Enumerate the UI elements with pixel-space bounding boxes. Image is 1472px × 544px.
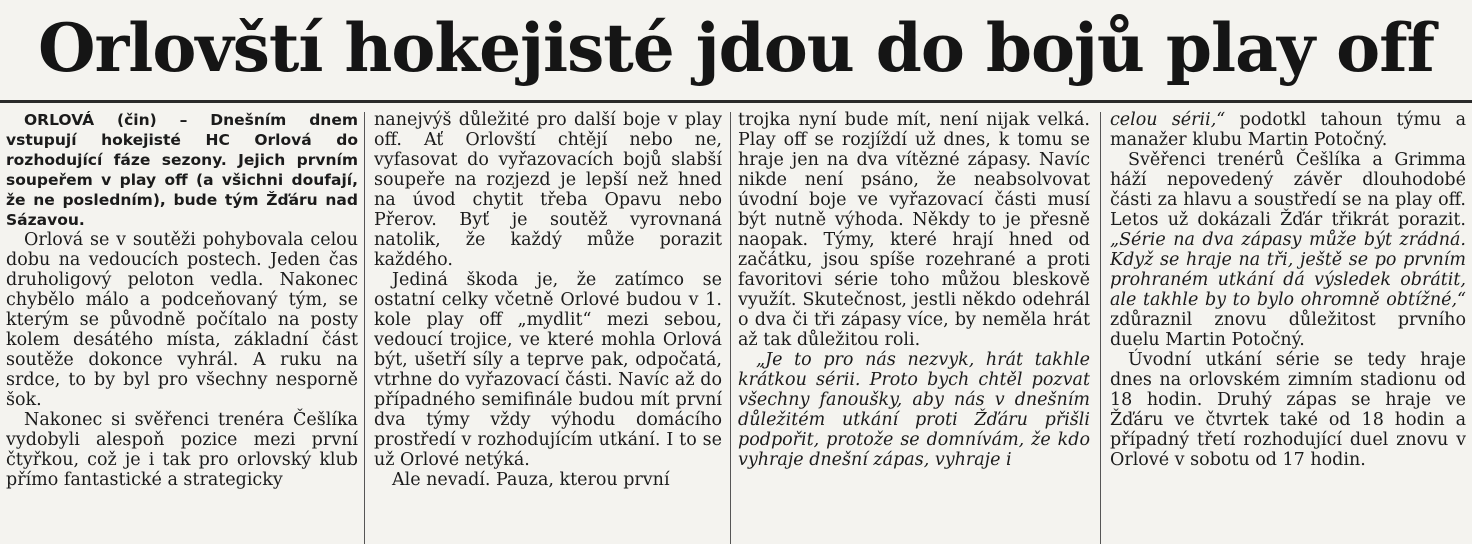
quote-text: „Série na dva zápasy může být zrádná. Když se hraje na tři, ještě se po prvním prohraném utkání dá výsledek obrátit, ale takhle by to bylo ohromně obtížné,“ xyxy=(1110,230,1466,310)
article-headline: Orlovští hokejisté jdou do bojů play off xyxy=(38,9,1434,87)
quote-paragraph: „Je to pro nás nezvyk, hrát takhle krátkou sérii. Proto bych chtěl pozvat všechny fanoušky, aby nás v dnešním důležitém utkání proti Žďáru přišli podpořit, protože se domnívám, že kdo vyhraje dnešní zápas, vyhraje i xyxy=(738,350,1090,470)
body-paragraph: Jediná škoda je, že zatímco se ostatní celky včetně Orlové budou v 1. kole play off „mydlit“ mezi sebou, vedoucí trojice, ve které mohla Orlová být, ušetří síly a teprve pak, odpočatá, vtrhne do vyřazovací části. Navíc až do případného semifinále budou mít první dva týmy vždy výhodu domácího prostředí v rozhodujícím utkání. I to se už Orlové netýká. xyxy=(374,270,722,470)
quote-text: celou sérii,“ xyxy=(1110,110,1226,130)
article-column-2 xyxy=(374,110,722,544)
body-text: podotkl tahoun týmu a manažer klubu Martin Potočný. xyxy=(1110,110,1466,150)
column-divider xyxy=(364,112,365,544)
column-divider xyxy=(730,112,731,544)
article-column-1 xyxy=(6,110,358,544)
lead-paragraph: ORLOVÁ (čin) – Dnešním dnem vstupují hokejisté HC Orlová do rozhodující fáze sezony. Jejich prvním soupeřem v play off (a všichni doufají, že ne posledním), bude tým Žďáru nad Sázavou. xyxy=(6,111,358,229)
body-paragraph: trojka nyní bude mít, není nijak velká. Play off se rozjíždí už dnes, k tomu se hraje jen na dva vítězné zápasy. Navíc nikde není psáno, že neabsolvovat úvodní boje ve vyřazovací části musí být nutně výhoda. Někdy to je přesně naopak. Týmy, které hrají hned od začátku, jsou spíše rozehrané a proti favoritovi série toho můžou bleskově využít. Skutečnost, jestli někdo odehrál o dva či tři zápasy více, by neměla hrát až tak důležitou roli. xyxy=(738,110,1090,350)
body-paragraph xyxy=(1110,110,1466,150)
body-paragraph xyxy=(1110,150,1466,350)
body-text: zdůraznil znovu důležitost prvního duelu Martin Potočný. xyxy=(1110,310,1466,350)
body-paragraph: Ale nevadí. Pauza, kterou první xyxy=(392,470,670,490)
headline-rule xyxy=(0,100,1472,103)
article-column-4 xyxy=(1110,110,1466,544)
body-paragraph: Orlová se v soutěži pohybovala celou dobu na vedoucích postech. Jeden čas druholigový peloton vedla. Nakonec chybělo málo a podceňovaný tým, se kterým se původně počítalo na posty kolem desátého místa, základní část soutěže dokonce vyhrál. A ruku na srdce, to by byl pro všechny nesporně šok. xyxy=(6,230,358,410)
column-divider xyxy=(1100,112,1101,544)
body-text: Svěřenci trenérů Češlíka a Grimma háží nepovedený závěr dlouhodobé části za hlavu a soustředí se na play off. Letos už dokázali Žďár třikrát porazit. xyxy=(1110,150,1466,230)
body-paragraph: Úvodní utkání série se tedy hraje dnes na orlovském zimním stadionu od 18 hodin. Druhý zápas se hraje ve Žďáru ve čtvrtek také od 18 hodin a případný třetí rozhodující duel znovu v Orlové v sobotu od 17 hodin. xyxy=(1110,350,1466,470)
body-paragraph: Nakonec si svěřenci trenéra Češlíka vydobyli alespoň pozice mezi první čtyřkou, což je i tak pro orlovský klub přímo fantastické a strategicky xyxy=(6,410,358,490)
article-column-3 xyxy=(738,110,1090,544)
body-paragraph: nanejvýš důležité pro další boje v play off. Ať Orlovští chtějí nebo ne, vyfasovat do vyřazovacích bojů slabší soupeře na rozjezd je lepší než hned na úvod chytit třeba Opavu nebo Přerov. Byť je soutěž vyrovnaná natolik, že každý může porazit každého. xyxy=(374,110,722,270)
